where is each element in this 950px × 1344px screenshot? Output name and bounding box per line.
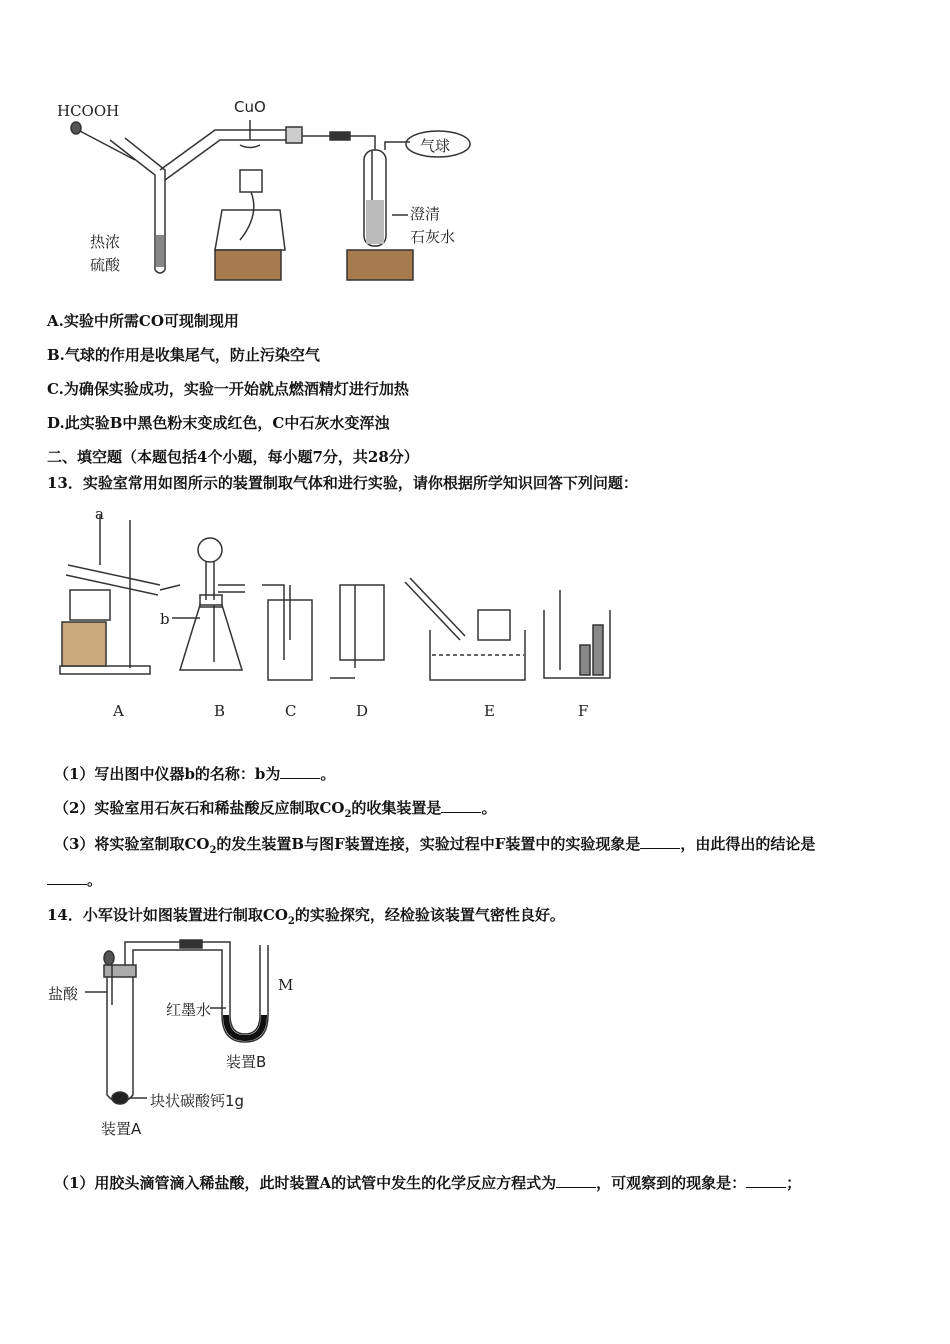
label-calcium-carbonate: 块状碳酸钙1g xyxy=(150,1092,245,1110)
apparatus-label-e: E xyxy=(484,702,495,720)
option-key: D. xyxy=(47,414,65,432)
q13-sub2-subscript: 2 xyxy=(344,809,352,820)
label-hydrochloric-acid: 盐酸 xyxy=(48,985,79,1003)
option-key: B. xyxy=(47,346,65,364)
label-hot-acid-2: 硫酸 xyxy=(90,256,121,274)
option-text: 实验中所需CO可现制现用 xyxy=(63,312,239,330)
label-limewater-2: 石灰水 xyxy=(410,228,456,246)
label-hot-acid-1: 热浓 xyxy=(90,233,121,251)
option-text: 为确保实验成功，实验一开始就点燃酒精灯进行加热 xyxy=(63,380,409,398)
label-m: M xyxy=(278,976,294,994)
q13-sub3-end: 。 xyxy=(87,871,103,889)
q13-sub2-pre: （2）实验室用石灰石和稀盐酸反应制取CO xyxy=(54,799,345,817)
option-key: A. xyxy=(47,312,64,330)
q13-sub2-post: 的收集装置是 xyxy=(351,799,442,817)
q13-sub1-end: 。 xyxy=(320,765,336,783)
option-text: 此实验B中黑色粉末变成红色，C中石灰水变浑浊 xyxy=(64,414,390,432)
option-text: 气球的作用是收集尾气，防止污染空气 xyxy=(64,346,320,364)
label-limewater-1: 澄清 xyxy=(410,205,441,223)
q13-sub3-subscript: 2 xyxy=(209,845,217,856)
apparatus-label-f: F xyxy=(578,702,589,720)
section-heading: 二、填空题（本题包括4个小题，每小题7分，共28分） xyxy=(47,448,419,466)
q14-sub1 xyxy=(54,1173,801,1193)
apparatus-label-b: B xyxy=(214,702,226,720)
label-cuo: CuO xyxy=(234,98,266,116)
apparatus-label-a: A xyxy=(113,702,124,720)
q14-stem-pre: 14．小军设计如图装置进行制取CO xyxy=(47,906,288,924)
q14-sub1-pre: （1）用胶头滴管滴入稀盐酸，此时装置A的试管中发生的化学反应方程式为 xyxy=(54,1174,557,1192)
label-balloon: 气球 xyxy=(420,137,451,155)
apparatus-label-d: D xyxy=(356,702,369,720)
q14-stem-post: 的实验探究，经检验该装置气密性良好。 xyxy=(294,906,565,924)
q14-stem-subscript: 2 xyxy=(287,916,295,927)
q14-sub1-end: ； xyxy=(786,1174,802,1192)
q13-sub3-post: 的发生装置B与图F装置连接，实验过程中F装置中的实验现象是 xyxy=(216,835,641,853)
answer-blank xyxy=(556,1173,596,1188)
q14-sub1-mid: ，可观察到的现象是： xyxy=(596,1174,747,1192)
label-hcooh: HCOOH xyxy=(57,102,120,120)
label-red-ink: 红墨水 xyxy=(166,1001,212,1019)
answer-blank xyxy=(746,1173,786,1188)
q13-sub3-pre: （3）将实验室制取CO xyxy=(54,835,210,853)
apparatus-label-c: C xyxy=(285,702,297,720)
label-a: a xyxy=(95,505,104,523)
q13-sub1-text: （1）写出图中仪器b的名称：b为 xyxy=(54,765,281,783)
option-key: C. xyxy=(47,380,64,398)
label-b: b xyxy=(160,610,170,628)
q13-sub2-end: 。 xyxy=(481,799,497,817)
q13-stem: 13．实验室常用如图所示的装置制取气体和进行实验，请你根据所学知识回答下列问题： xyxy=(47,474,638,492)
label-device-a: 装置A xyxy=(101,1120,142,1138)
q13-sub3-mid: ，由此得出的结论是 xyxy=(680,835,816,853)
label-device-b: 装置B xyxy=(226,1053,267,1071)
